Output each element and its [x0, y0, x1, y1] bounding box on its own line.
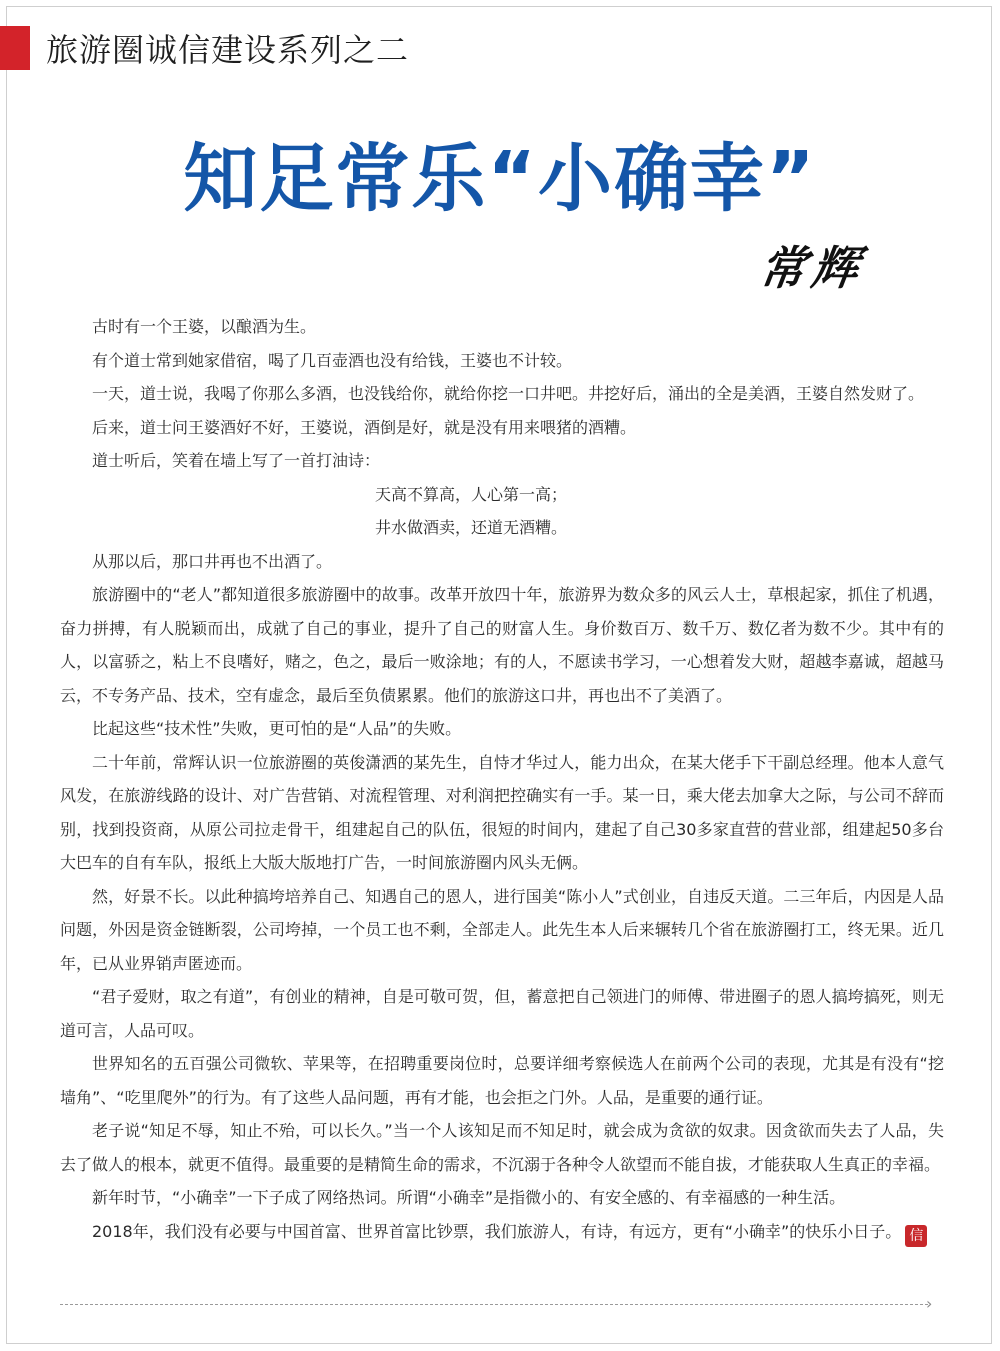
- paragraph: 比起这些“技术性”失败，更可怕的是“人品”的失败。: [92, 719, 462, 738]
- paragraph: 然，好景不长。以此种搞垮培养自己、知遇自己的恩人，进行国美“陈小人”式创业，自违反天道。二三年后，内因是人品问题，外因是资金链断裂，公司垮掉，一个员工也不剩，全部走人。此先生本人后来辗转几个省在旅游圈打工，终无果。近几年，已从业界销声匿迹而。: [60, 886, 944, 973]
- series-title: 旅游圈诚信建设系列之二: [46, 31, 410, 69]
- paragraph: 一天，道士说，我喝了你那么多酒，也没钱给你，就给你挖一口井吧。井挖好后，涌出的全是美酒，王婆自然发财了。: [92, 384, 925, 403]
- paragraph: “君子爱财，取之有道”，有创业的精神，自是可敬可贺，但，蓄意把自己领进门的师傅、带进圈子的恩人搞垮搞死，则无道可言，人品可叹。: [60, 987, 944, 1040]
- article-body: [60, 310, 944, 1248]
- paragraph: 二十年前，常辉认识一位旅游圈的英俊潇洒的某先生，自恃才华过人，能力出众，在某大佬手下干副总经理。他本人意气风发，在旅游线路的设计、对广告营销、对流程管理、对利润把控确实有一手。某一日，乘大佬去加拿大之际，与公司不辞而别，找到投资商，从原公司拉走骨干，组建起自己的队伍，很短的时间内，建起了自己30多家直营的营业部，组建起50多台大巴车的自有车队，报纸上大版大版地打广告，一时间旅游圈内风头无俩。: [60, 752, 944, 872]
- paragraph: 有个道士常到她家借宿，喝了几百壶酒也没有给钱，王婆也不计较。: [92, 350, 573, 370]
- paragraph: 旅游圈中的“老人”都知道很多旅游圈中的故事。改革开放四十年，旅游界为数众多的风云人士，草根起家，抓住了机遇，奋力拼搏，有人脱颖而出，成就了自己的事业，提升了自己的财富人生。身价数百万、数千万、数亿者为数不少。其中有的人，以富骄之，粘上不良嗜好，赌之，色之，最后一败涂地；有的人，不愿读书学习，一心想着发大财，超越李嘉诚，超越马云，不专务产品、技术，空有虚念，最后至负债累累。他们的旅游这口井，再也出不了美酒了。: [60, 585, 944, 705]
- final-paragraph-text: 2018年，我们没有必要与中国首富、世界首富比钞票，我们旅游人，有诗，有远方，更有“小确幸”的快乐小日子。: [92, 1221, 902, 1241]
- paragraph: 新年时节，“小确幸”一下子成了网络热词。所谓“小确幸”是指微小的、有安全感的、有幸福感的一种生活。: [92, 1188, 846, 1207]
- poem-line: 天高不算高，人心第一高；: [375, 484, 568, 504]
- paragraph: 老子说“知足不辱，知止不殆，可以长久。”当一个人该知足而不知足时，就会成为贪欲的奴隶。因贪欲而失去了人品，失去了做人的根本，就更不值得。最重要的是精简生命的需求，不沉溺于各种令人欲望而不能自拔，才能获取人生真正的幸福。: [60, 1121, 944, 1174]
- paragraph: 道士听后，笑着在墙上写了一首打油诗：: [92, 451, 381, 470]
- paragraph: 后来，道士问王婆酒好不好，王婆说，酒倒是好，就是没有用来喂猪的酒糟。: [92, 417, 637, 437]
- end-seal-stamp: 信: [905, 1225, 927, 1247]
- article-title: 知足常乐“小确幸”: [183, 136, 817, 222]
- paragraph: 世界知名的五百强公司微软、苹果等，在招聘重要岗位时，总要详细考察候选人在前两个公司的表现，尤其是有没有“挖墙角”、“吃里爬外”的行为。有了这些人品问题，再有才能，也会拒之门外。人品，是重要的通行证。: [60, 1054, 944, 1107]
- paragraph: 古时有一个王婆，以酿酒为生。: [92, 317, 317, 336]
- poem-line: 井水做酒卖，还道无酒糟。: [375, 518, 568, 537]
- author-signature: 常辉: [756, 241, 868, 295]
- paragraph: 从那以后，那口井再也不出酒了。: [92, 551, 333, 571]
- final-paragraph: [60, 1215, 944, 1249]
- footer-arrow-icon: ›: [926, 1294, 933, 1313]
- footer-dashed-divider: [60, 1304, 928, 1305]
- series-accent-bar: [0, 26, 30, 70]
